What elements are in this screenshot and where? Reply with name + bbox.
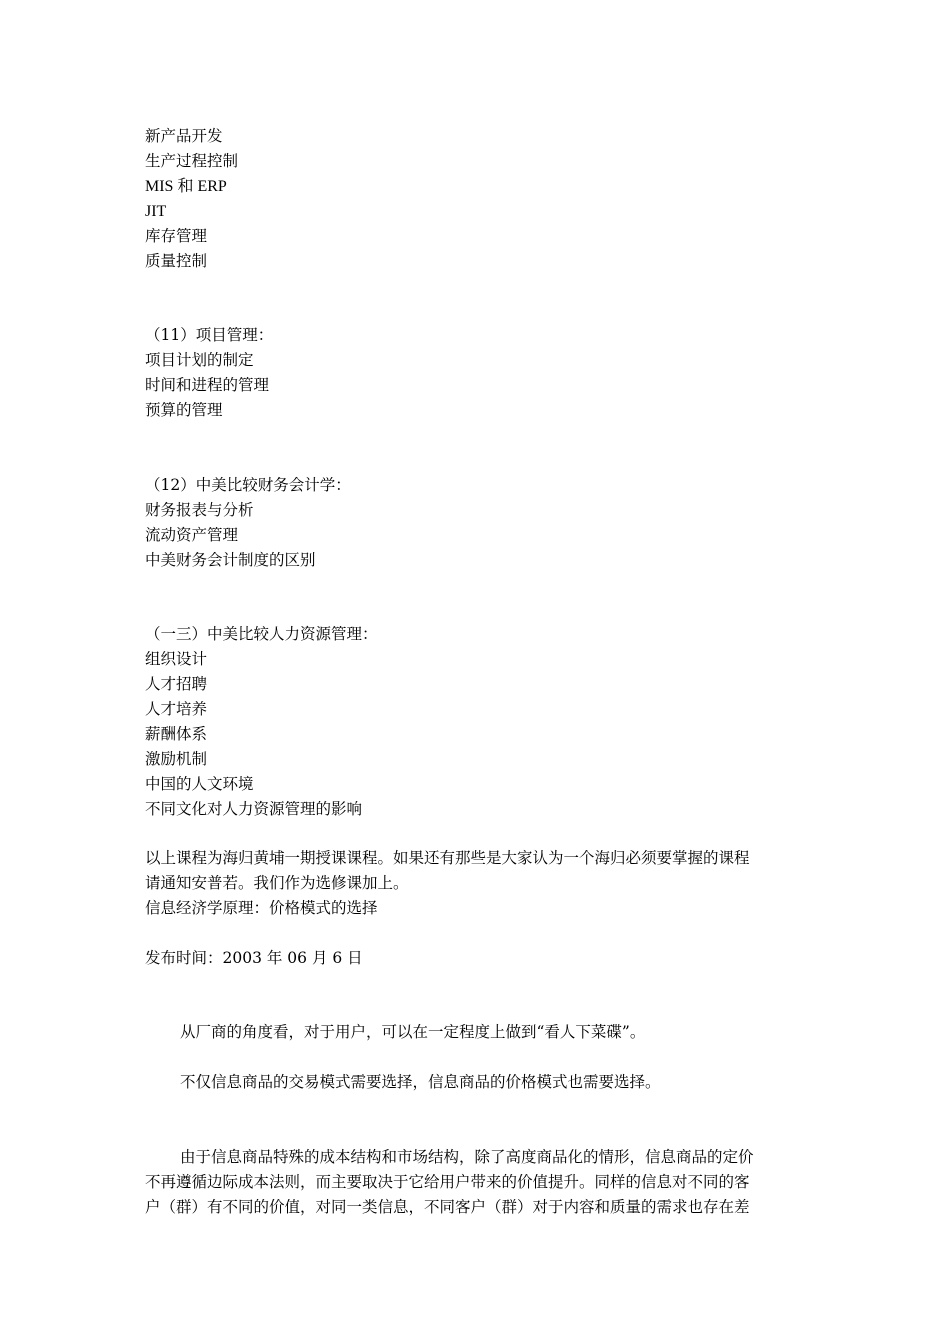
list-item: 人才招聘 bbox=[145, 675, 208, 693]
paragraph: 不仅信息商品的交易模式需要选择，信息商品的价格模式也需要选择。 bbox=[180, 1073, 661, 1091]
notice-text: 以上课程为海归黄埔一期授课课程。如果还有那些是大家认为一个海归必须要掌握的课程 bbox=[145, 849, 750, 867]
section-heading: （一三）中美比较人力资源管理： bbox=[145, 625, 378, 643]
notice-text: 请通知安普若。我们作为选修课加上。 bbox=[145, 874, 409, 892]
list-item: 激励机制 bbox=[145, 750, 208, 768]
section-heading: （12）中美比较财务会计学： bbox=[145, 476, 351, 494]
list-item: 中国的人文环境 bbox=[145, 775, 254, 793]
list-item: 质量控制 bbox=[145, 252, 208, 270]
paragraph: 户（群）有不同的价值，对同一类信息，不同客户（群）对于内容和质量的需求也存在差 bbox=[145, 1198, 750, 1216]
list-item: 不同文化对人力资源管理的影响 bbox=[145, 800, 363, 818]
list-item: MIS 和 ERP bbox=[145, 178, 227, 195]
paragraph: 由于信息商品特殊的成本结构和市场结构，除了高度商品化的情形，信息商品的定价 bbox=[180, 1148, 754, 1166]
list-item: 时间和进程的管理 bbox=[145, 376, 270, 394]
list-item: JIT bbox=[145, 203, 167, 220]
paragraph: 从厂商的角度看，对于用户，可以在一定程度上做到“看人下菜碟”。 bbox=[180, 1023, 646, 1041]
paragraph: 不再遵循边际成本法则，而主要取决于它给用户带来的价值提升。同样的信息对不同的客 bbox=[145, 1173, 750, 1191]
list-item: 流动资产管理 bbox=[145, 526, 239, 544]
list-item: 薪酬体系 bbox=[145, 725, 208, 743]
list-item: 财务报表与分析 bbox=[145, 501, 254, 519]
list-item: 组织设计 bbox=[145, 650, 208, 668]
list-item: 项目计划的制定 bbox=[145, 351, 254, 369]
list-item: 预算的管理 bbox=[145, 401, 223, 419]
list-item: 人才培养 bbox=[145, 700, 208, 718]
list-item: 库存管理 bbox=[145, 227, 208, 245]
list-item: 生产过程控制 bbox=[145, 152, 239, 170]
section-heading: （11）项目管理： bbox=[145, 326, 274, 344]
list-item: 新产品开发 bbox=[145, 127, 223, 145]
list-item: 中美财务会计制度的区别 bbox=[145, 551, 316, 569]
publish-date: 发布时间：2003 年 06 月 6 日 bbox=[145, 949, 363, 967]
article-title: 信息经济学原理：价格模式的选择 bbox=[145, 899, 378, 917]
